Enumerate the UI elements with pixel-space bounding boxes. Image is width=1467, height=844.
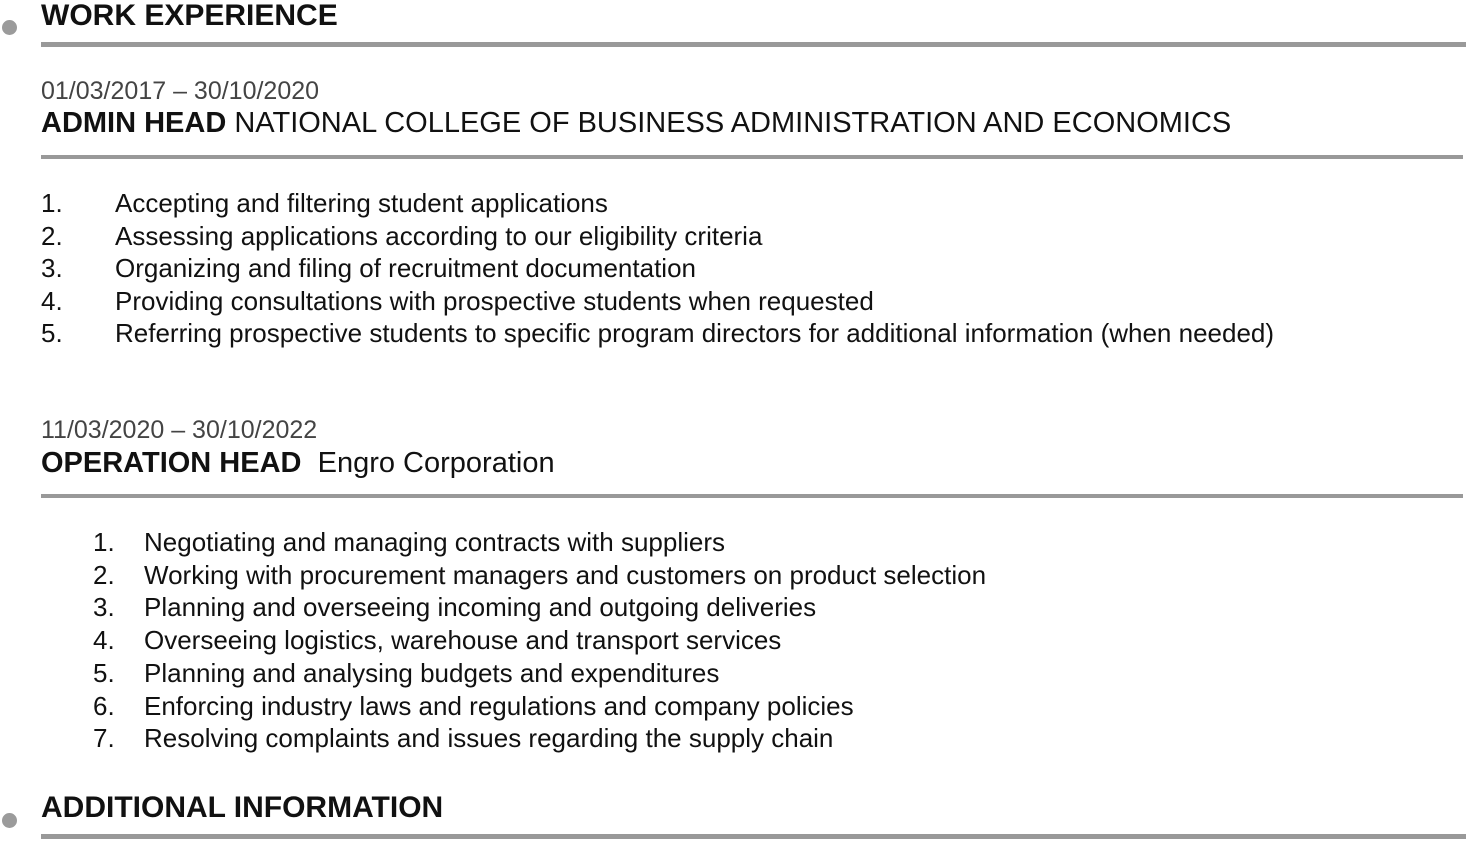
list-number: 4. [41,285,63,316]
list-number: 7. [93,723,115,754]
list-number: 3. [41,253,63,284]
list-item-text: Planning and analysing budgets and expenditures [144,657,720,688]
list-item-text: Assessing applications according to our eligibility criteria [115,220,763,251]
job-duties-list [93,526,986,755]
list-item-text: Accepting and filtering student applications [115,188,608,218]
section-divider [41,834,1466,839]
list-number: 2. [93,559,115,590]
job-role: OPERATION HEAD [41,447,302,479]
list-number: 5. [93,657,115,688]
list-item-text: Enforcing industry laws and regulations and company policies [144,690,854,721]
list-item-text: Organizing and filing of recruitment documentation [115,253,696,284]
list-item [41,252,1341,285]
list-item-text: Providing consultations with prospective students when requested [115,285,874,316]
list-item-text: Working with procurement managers and customers on product selection [144,559,987,590]
list-item [41,220,1341,253]
list-number: 1. [93,527,115,557]
job-title-line [41,106,1231,140]
job-title-line [41,446,555,480]
list-number: 2. [41,220,63,251]
section-divider [41,42,1466,47]
list-item [93,657,986,690]
job-duties-list [41,187,1341,350]
list-number: 3. [93,592,115,623]
list-number: 1. [41,188,63,218]
section-title-work-experience: WORK EXPERIENCE [41,0,338,32]
section-title-additional-information: ADDITIONAL INFORMATION [41,791,444,824]
job-divider [41,494,1463,498]
list-item-text: Planning and overseeing incoming and outgoing deliveries [144,592,817,623]
list-item [93,690,986,723]
list-item-text: Negotiating and managing contracts with suppliers [144,527,726,557]
list-item-text: Overseeing logistics, warehouse and transport services [144,625,782,656]
job-dates: 01/03/2017 – 30/10/2020 [41,77,320,105]
list-item [41,187,1341,220]
job-divider [41,155,1463,159]
job-role: ADMIN HEAD [41,107,227,139]
job-dates: 11/03/2020 – 30/10/2022 [41,416,318,444]
list-item [93,591,986,624]
list-item [41,285,1341,318]
list-item [93,624,986,657]
list-item [93,722,986,755]
job-employer: NATIONAL COLLEGE OF BUSINESS ADMINISTRATION AND ECONOMICS [234,107,1232,139]
job-employer: Engro Corporation [317,447,555,479]
section-bullet-dot [2,20,17,35]
list-item [93,559,986,592]
list-item-text: Resolving complaints and issues regarding the supply chain [144,723,834,754]
list-number: 4. [93,625,115,656]
list-number: 6. [93,690,115,721]
list-item [93,526,986,559]
list-item [41,317,1341,350]
section-bullet-dot [2,813,17,828]
list-number: 5. [41,318,63,349]
list-item-text: Referring prospective students to specific program directors for additional information (when needed) [115,318,1275,349]
